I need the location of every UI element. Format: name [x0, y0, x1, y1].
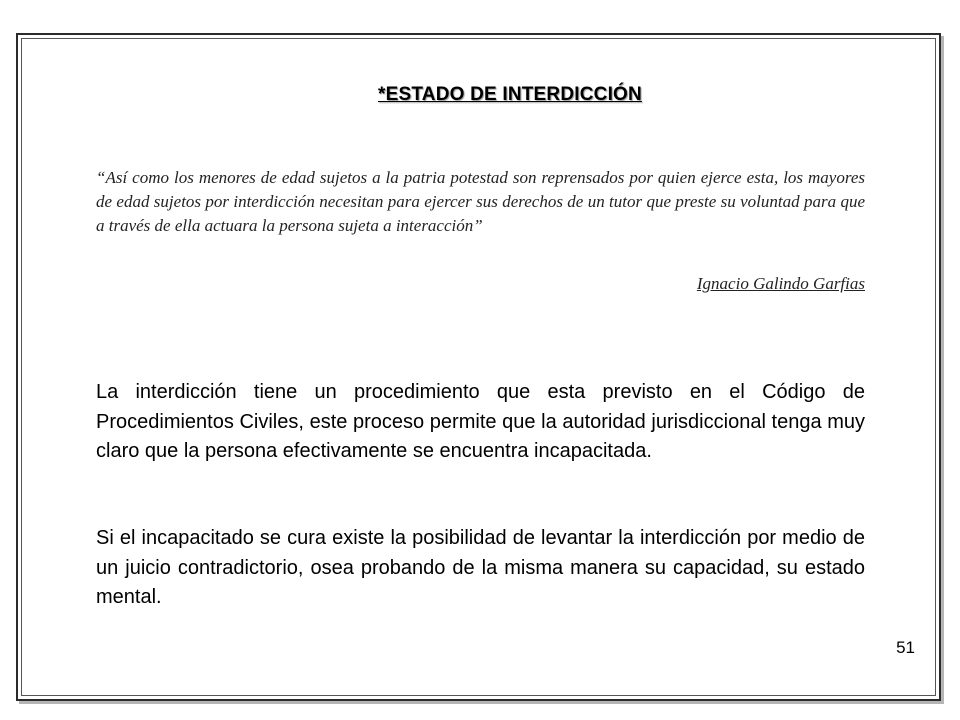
slide-title: *ESTADO DE INTERDICCIÓN	[378, 84, 642, 105]
body-paragraph-1: La interdicción tiene un procedimiento que esta previsto en el Código de Procedimientos Civiles, este proceso permite que la autoridad jurisdiccional tenga muy claro que la persona efectivamente se encuentra incapacitada.	[96, 381, 865, 462]
page-number: 51	[896, 638, 915, 657]
quote-author: Ignacio Galindo Garfias	[696, 274, 865, 293]
body-paragraph-2: Si el incapacitado se cura existe la posibilidad de levantar la interdicción por medio de un juicio contradictorio, osea probando de la misma manera su capacidad, su estado mental.	[96, 527, 865, 608]
quote-text: “Así como los menores de edad sujetos a la patria potestad son reprensados por quien ejerce esta, los mayores de edad sujetos por interdicción necesitan para ejercer sus derechos de un tutor que preste su voluntad para que a través de ella actuara la persona sujeta a interacción”	[96, 168, 865, 235]
